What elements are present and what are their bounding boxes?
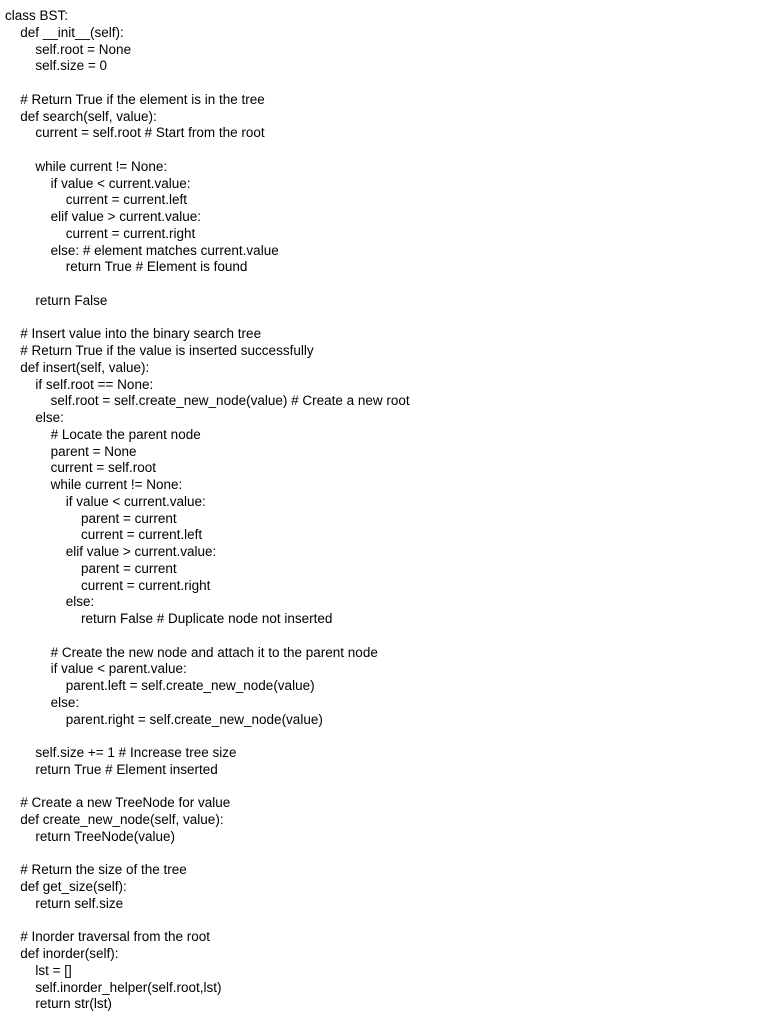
code-line: self.inorder_helper(self.root,lst) bbox=[35, 979, 222, 995]
code-line: # Insert value into the binary search tree bbox=[20, 326, 262, 342]
code-line: return True # Element is found bbox=[65, 259, 248, 275]
code-line: elif value > current.value: bbox=[65, 544, 217, 559]
code-line: return False # Duplicate node not inserted bbox=[81, 611, 333, 626]
code-line: else: # element matches current.value bbox=[50, 242, 279, 258]
code-line: self.size += 1 # Increase tree size bbox=[35, 745, 237, 760]
blank-line bbox=[5, 628, 760, 645]
code-line: if self.root == None: bbox=[35, 376, 154, 392]
code-line: current = current.left bbox=[81, 527, 203, 543]
code-line: if value < parent.value: bbox=[50, 661, 187, 677]
code-line: return True # Element inserted bbox=[35, 761, 218, 777]
code-line: return str(lst) bbox=[35, 996, 112, 1012]
code-line: parent = None bbox=[50, 443, 137, 459]
code-line: return False bbox=[35, 292, 108, 308]
code-line: if value < current.value: bbox=[50, 175, 191, 191]
code-line: return TreeNode(value) bbox=[35, 828, 175, 844]
code-line: def __init__(self): bbox=[20, 24, 124, 40]
code-line: current = self.root bbox=[50, 460, 157, 476]
code-line: return self.size bbox=[35, 895, 124, 911]
code-line: # Return True if the value is inserted successfully bbox=[20, 343, 314, 358]
code-line: while current != None: bbox=[50, 477, 183, 492]
code-line: def get_size(self): bbox=[20, 879, 127, 894]
blank-line bbox=[5, 846, 760, 863]
code-line: self.root = self.create_new_node(value) # Create a new root bbox=[50, 393, 410, 409]
code-line: # Return the size of the tree bbox=[20, 862, 187, 878]
code-line: else: bbox=[50, 694, 80, 710]
code-line: self.root = None bbox=[35, 41, 132, 57]
code-line: # Locate the parent node bbox=[50, 426, 201, 442]
blank-line bbox=[5, 310, 760, 327]
code-line: while current != None: bbox=[35, 158, 168, 174]
code-line: elif value > current.value: bbox=[50, 209, 202, 224]
code-line: current = current.right bbox=[65, 225, 196, 241]
blank-line bbox=[5, 913, 760, 930]
code-line: if value < current.value: bbox=[65, 493, 206, 509]
code-line: lst = [] bbox=[35, 962, 72, 978]
code-line: parent = current bbox=[81, 560, 177, 576]
blank-line bbox=[5, 276, 760, 293]
code-line: current = current.left bbox=[65, 192, 187, 208]
code-line: parent.right = self.create_new_node(value) bbox=[65, 711, 323, 727]
code-line: current = self.root # Start from the root bbox=[35, 125, 265, 141]
code-line: def inorder(self): bbox=[20, 946, 119, 961]
code-line: # Inorder traversal from the root bbox=[20, 929, 211, 945]
blank-line bbox=[5, 142, 760, 159]
code-line: # Create the new node and attach it to the parent node bbox=[50, 644, 378, 660]
code-line: def insert(self, value): bbox=[20, 359, 150, 375]
code-line: # Return True if the element is in the tree bbox=[20, 91, 265, 107]
code-line: self.size = 0 bbox=[35, 58, 108, 74]
code-line: parent.left = self.create_new_node(value) bbox=[65, 678, 315, 693]
code-line: else: bbox=[35, 410, 64, 425]
blank-line bbox=[5, 779, 760, 796]
blank-line bbox=[5, 75, 760, 92]
blank-line bbox=[5, 728, 760, 745]
code-line: # Create a new TreeNode for value bbox=[20, 795, 231, 811]
code-line: current = current.right bbox=[81, 577, 211, 593]
code-line: def search(self, value): bbox=[20, 108, 157, 124]
code-line: class BST: bbox=[5, 8, 69, 23]
code-line: else: bbox=[65, 594, 95, 610]
code-line: parent = current bbox=[81, 510, 177, 526]
code-document bbox=[5, 8, 760, 1013]
code-line: def create_new_node(self, value): bbox=[20, 812, 224, 827]
